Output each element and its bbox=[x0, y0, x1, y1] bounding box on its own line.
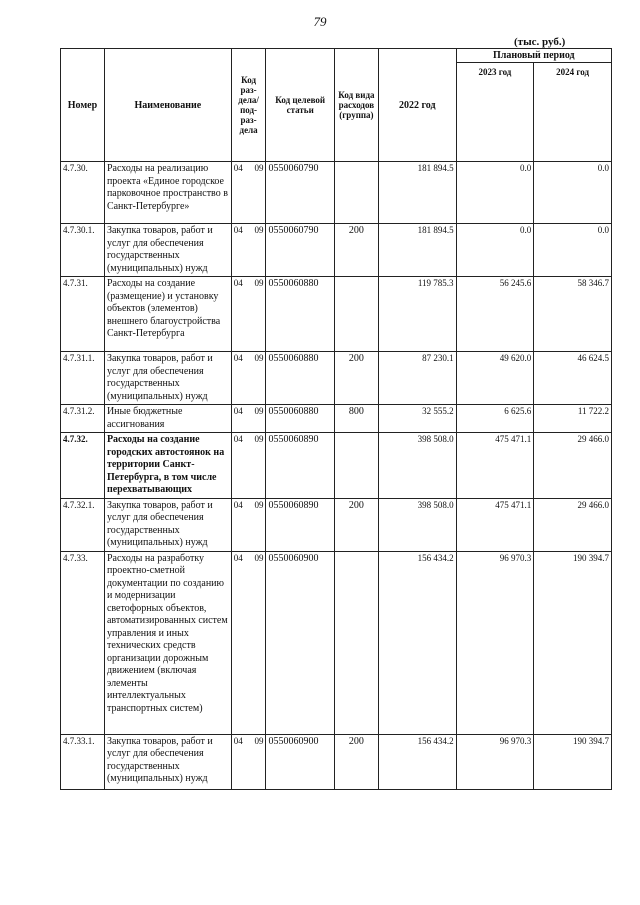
header-section: Код раз-дела/ под-раз-дела bbox=[231, 49, 266, 162]
row-name: Закупка товаров, работ и услуг для обеспечения государственных (муниципальных) нужд bbox=[104, 734, 231, 789]
row-target-code: 0550060790 bbox=[266, 162, 334, 224]
table-row bbox=[61, 405, 612, 433]
row-section: 04 bbox=[231, 498, 249, 551]
row-expense-type bbox=[334, 433, 378, 499]
row-target-code: 0550060900 bbox=[266, 551, 334, 734]
row-number: 4.7.33. bbox=[61, 551, 105, 734]
row-subsection: 09 bbox=[250, 551, 266, 734]
table-row bbox=[61, 162, 612, 224]
row-expense-type: 200 bbox=[334, 498, 378, 551]
header-2024: 2024 год bbox=[534, 63, 612, 162]
row-amount-2022: 398 508.0 bbox=[378, 498, 456, 551]
row-amount-2023: 56 245.6 bbox=[456, 277, 534, 352]
table-row bbox=[61, 551, 612, 734]
row-amount-2022: 156 434.2 bbox=[378, 551, 456, 734]
row-subsection: 09 bbox=[250, 433, 266, 499]
row-amount-2022: 181 894.5 bbox=[378, 224, 456, 277]
header-expense-type: Код вида расходов (группа) bbox=[334, 49, 378, 162]
row-name: Иные бюджетные ассигнования bbox=[104, 405, 231, 433]
table-row bbox=[61, 498, 612, 551]
header-planned-period: Плановый период bbox=[456, 49, 611, 63]
row-amount-2024: 190 394.7 bbox=[534, 551, 612, 734]
row-subsection: 09 bbox=[250, 734, 266, 789]
row-amount-2023: 49 620.0 bbox=[456, 352, 534, 405]
row-amount-2024: 46 624.5 bbox=[534, 352, 612, 405]
row-amount-2023: 475 471.1 bbox=[456, 433, 534, 499]
row-subsection: 09 bbox=[250, 277, 266, 352]
row-expense-type: 200 bbox=[334, 734, 378, 789]
row-subsection: 09 bbox=[250, 352, 266, 405]
budget-table bbox=[60, 48, 612, 790]
row-name: Расходы на разработку проектно-сметной документации по созданию и модернизации светофорных объектов, автоматизированных систем управления и иных технических средств организации дорожным движением (включая элементы интеллектуальных транспортных систем) bbox=[104, 551, 231, 734]
row-subsection: 09 bbox=[250, 224, 266, 277]
header-name: Наименование bbox=[104, 49, 231, 162]
row-target-code: 0550060880 bbox=[266, 352, 334, 405]
row-number: 4.7.31.2. bbox=[61, 405, 105, 433]
row-target-code: 0550060890 bbox=[266, 498, 334, 551]
table-row bbox=[61, 224, 612, 277]
row-number: 4.7.30.1. bbox=[61, 224, 105, 277]
row-section: 04 bbox=[231, 405, 249, 433]
row-section: 04 bbox=[231, 277, 249, 352]
row-amount-2022: 181 894.5 bbox=[378, 162, 456, 224]
row-section: 04 bbox=[231, 224, 249, 277]
row-amount-2023: 6 625.6 bbox=[456, 405, 534, 433]
row-amount-2024: 58 346.7 bbox=[534, 277, 612, 352]
row-number: 4.7.32. bbox=[61, 433, 105, 499]
row-amount-2023: 0.0 bbox=[456, 224, 534, 277]
row-number: 4.7.30. bbox=[61, 162, 105, 224]
row-amount-2023: 0.0 bbox=[456, 162, 534, 224]
row-amount-2024: 29 466.0 bbox=[534, 433, 612, 499]
page-number: 79 bbox=[313, 14, 327, 29]
row-expense-type: 200 bbox=[334, 352, 378, 405]
row-amount-2022: 119 785.3 bbox=[378, 277, 456, 352]
row-name: Расходы на создание (размещение) и установку объектов (элементов) внешнего благоустройства Санкт-Петербурга bbox=[104, 277, 231, 352]
row-expense-type: 800 bbox=[334, 405, 378, 433]
units-label: (тыс. руб.) bbox=[514, 36, 566, 48]
row-amount-2024: 190 394.7 bbox=[534, 734, 612, 789]
row-amount-2024: 0.0 bbox=[534, 224, 612, 277]
row-amount-2023: 96 970.3 bbox=[456, 551, 534, 734]
row-number: 4.7.31.1. bbox=[61, 352, 105, 405]
table-row bbox=[61, 433, 612, 499]
row-target-code: 0550060880 bbox=[266, 277, 334, 352]
row-amount-2023: 475 471.1 bbox=[456, 498, 534, 551]
row-name: Закупка товаров, работ и услуг для обеспечения государственных (муниципальных) нужд bbox=[104, 224, 231, 277]
row-subsection: 09 bbox=[250, 498, 266, 551]
row-name: Закупка товаров, работ и услуг для обеспечения государственных (муниципальных) нужд bbox=[104, 352, 231, 405]
row-amount-2024: 29 466.0 bbox=[534, 498, 612, 551]
row-name: Закупка товаров, работ и услуг для обеспечения государственных (муниципальных) нужд bbox=[104, 498, 231, 551]
row-target-code: 0550060890 bbox=[266, 433, 334, 499]
row-amount-2022: 87 230.1 bbox=[378, 352, 456, 405]
header-2022: 2022 год bbox=[378, 49, 456, 162]
row-expense-type: 200 bbox=[334, 224, 378, 277]
row-section: 04 bbox=[231, 352, 249, 405]
row-expense-type bbox=[334, 162, 378, 224]
table-row bbox=[61, 277, 612, 352]
row-amount-2023: 96 970.3 bbox=[456, 734, 534, 789]
row-section: 04 bbox=[231, 162, 249, 224]
row-amount-2022: 398 508.0 bbox=[378, 433, 456, 499]
row-amount-2022: 156 434.2 bbox=[378, 734, 456, 789]
row-number: 4.7.33.1. bbox=[61, 734, 105, 789]
row-number: 4.7.32.1. bbox=[61, 498, 105, 551]
row-amount-2024: 11 722.2 bbox=[534, 405, 612, 433]
row-number: 4.7.31. bbox=[61, 277, 105, 352]
row-name: Расходы на создание городских автостоянок на территории Санкт-Петербурга, в том числе перехватывающих bbox=[104, 433, 231, 499]
row-section: 04 bbox=[231, 551, 249, 734]
row-target-code: 0550060790 bbox=[266, 224, 334, 277]
row-section: 04 bbox=[231, 433, 249, 499]
row-target-code: 0550060880 bbox=[266, 405, 334, 433]
row-amount-2024: 0.0 bbox=[534, 162, 612, 224]
row-name: Расходы на реализацию проекта «Единое городское парковочное пространство в Санкт-Петербурге» bbox=[104, 162, 231, 224]
row-section: 04 bbox=[231, 734, 249, 789]
row-amount-2022: 32 555.2 bbox=[378, 405, 456, 433]
row-subsection: 09 bbox=[250, 405, 266, 433]
row-subsection: 09 bbox=[250, 162, 266, 224]
table-row bbox=[61, 352, 612, 405]
header-2023: 2023 год bbox=[456, 63, 534, 162]
header-target: Код целевой статьи bbox=[266, 49, 334, 162]
row-target-code: 0550060900 bbox=[266, 734, 334, 789]
row-expense-type bbox=[334, 277, 378, 352]
header-number: Номер bbox=[61, 49, 105, 162]
row-expense-type bbox=[334, 551, 378, 734]
table-row bbox=[61, 734, 612, 789]
